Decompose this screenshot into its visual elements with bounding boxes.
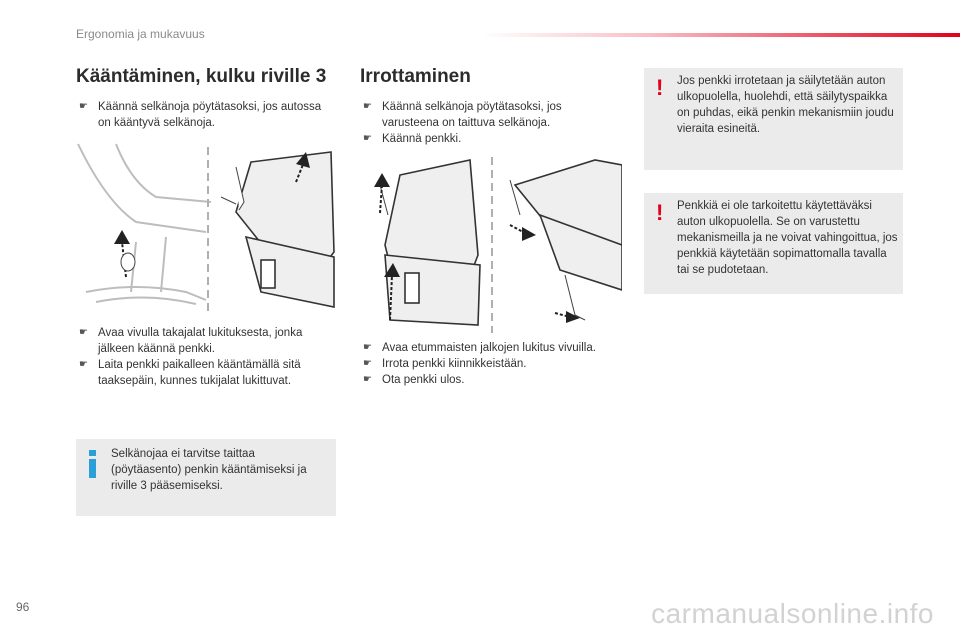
warning-box-storage [644, 68, 903, 170]
list-item [360, 131, 600, 147]
list-item [360, 340, 630, 356]
pointer-icon: ☛ [79, 359, 88, 370]
warning-text-storage: Jos penkki irrotetaan ja säilytetään auton ulkopuolella, huolehdi, että säilytyspaikka on puhdas, eikä penkin mekanismiin joudu vieraita esineitä. [677, 75, 894, 135]
info-note-text: Selkänojaa ei tarvitse taittaa (pöytäasento) penkin kääntämiseksi ja riville 3 pääsemiseksi. [111, 448, 307, 492]
exclamation-icon: ! [656, 75, 664, 100]
illustration-seat-removal [360, 155, 622, 335]
pointer-icon: ☛ [363, 101, 372, 112]
illustration-seat-tilt [76, 142, 336, 317]
list-item-text: Laita penkki paikalleen kääntämällä sitä taaksepäin, kunnes tukijalat lukittuvat. [98, 359, 301, 387]
list-item [360, 356, 630, 372]
info-icon [86, 450, 100, 478]
list-item-text: Käännä selkänoja pöytätasoksi, jos varusteena on taittuva selkänoja. [382, 101, 562, 129]
pointer-icon: ☛ [363, 374, 372, 385]
pointer-icon: ☛ [79, 327, 88, 338]
list-item-text: Avaa vivulla takajalat lukituksesta, jonka jälkeen käännä penkki. [98, 327, 303, 355]
list-item-text: Käännä selkänoja pöytätasoksi, jos autossa on kääntyvä selkänoja. [98, 101, 322, 129]
pointer-icon: ☛ [363, 358, 372, 369]
header-section-title: Ergonomia ja mukavuus [76, 27, 205, 41]
list-item-text: Irrota penkki kiinnikkeistään. [382, 358, 527, 370]
list-item-text: Käännä penkki. [382, 133, 462, 145]
steps-removal-top [360, 99, 600, 147]
steps-removal-bottom [360, 340, 630, 388]
steps-folding-bottom [76, 325, 331, 389]
page-number: 96 [16, 600, 30, 614]
header-accent-bar [480, 33, 960, 37]
list-item [360, 372, 630, 388]
info-note [76, 439, 336, 516]
list-item-text: Ota penkki ulos. [382, 374, 465, 386]
watermark: carmanualsonline.info [651, 598, 934, 629]
exclamation-icon: ! [656, 200, 664, 225]
heading-folding: Kääntäminen, kulku riville 3 [76, 66, 327, 87]
pointer-icon: ☛ [363, 133, 372, 144]
list-item [76, 99, 326, 131]
steps-folding-top [76, 99, 326, 131]
warning-text-usage: Penkkiä ei ole tarkoitettu käytettäväksi auton ulkopuolella. Se on varustettu mekanismeilla ja ne voivat vahingoittua, jos penkkiä käytetään sopimattomalla tavalla tai se pudotetaan. [677, 200, 898, 276]
pointer-icon: ☛ [363, 342, 372, 353]
heading-removal: Irrottaminen [360, 66, 471, 87]
list-item [76, 325, 331, 357]
list-item [360, 99, 600, 131]
list-item-text: Avaa etummaisten jalkojen lukitus vivuilla. [382, 342, 596, 354]
list-item [76, 357, 331, 389]
pointer-icon: ☛ [79, 101, 88, 112]
warning-box-usage [644, 193, 903, 294]
